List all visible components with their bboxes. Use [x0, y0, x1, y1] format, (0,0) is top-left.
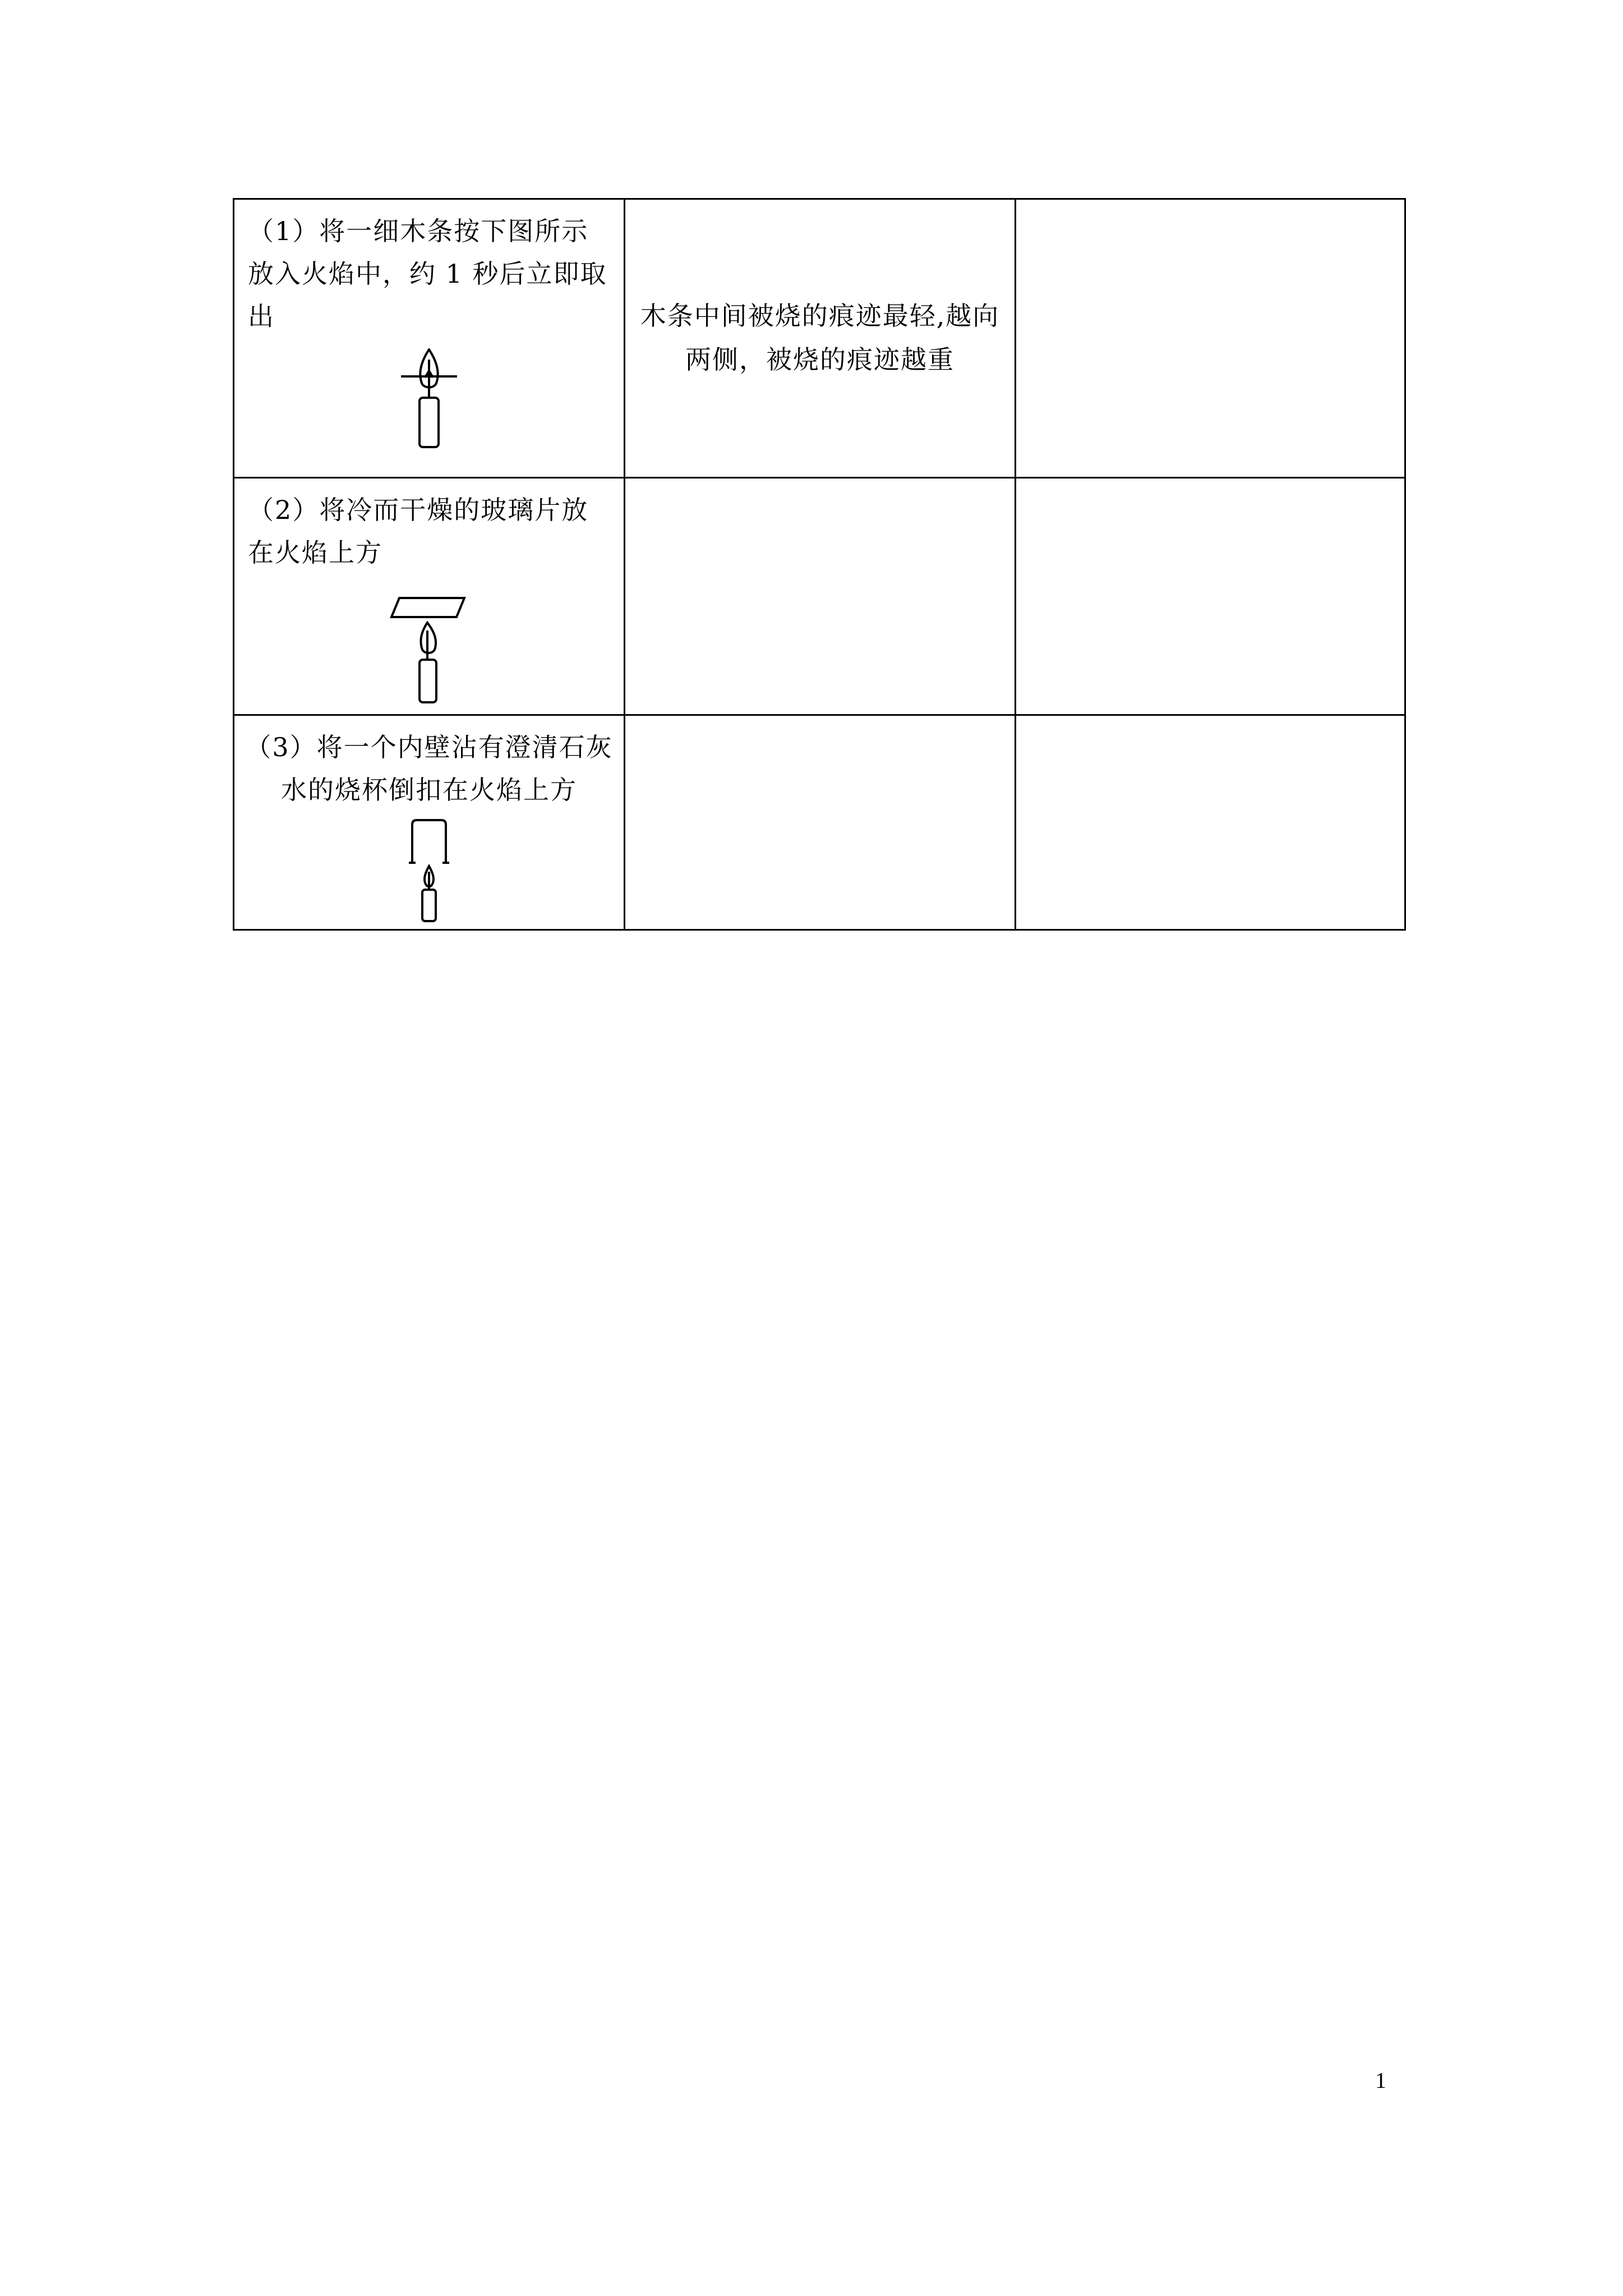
observation-cell: [625, 715, 1016, 930]
table-row: [234, 478, 1405, 715]
observation-cell: [625, 199, 1016, 478]
operation-cell: [234, 199, 625, 478]
table-row: [234, 199, 1405, 478]
operation-text: （2）将冷而干燥的玻璃片放在火焰上方: [248, 495, 589, 568]
operation-cell: [234, 715, 625, 930]
candle-with-glass-plate-icon: [387, 593, 471, 706]
page-number: 1: [1375, 2068, 1386, 2093]
operation-text: （1）将一细木条按下图所示放入火焰中，约 1 秒后立即取出: [248, 216, 607, 332]
observation-text: 木条中间被烧的痕迹最轻,越向两侧，被烧的痕迹越重: [640, 301, 1000, 375]
operation-text: （3）将一个内壁沾有澄清石灰水的烧杯倒扣在火焰上方: [245, 732, 613, 805]
conclusion-cell: [1016, 478, 1405, 715]
candle-with-inverted-beaker-icon: [401, 817, 457, 923]
observation-cell: [625, 478, 1016, 715]
conclusion-cell: [1016, 199, 1405, 478]
table-row: [234, 715, 1405, 930]
operation-cell: [234, 478, 625, 715]
conclusion-cell: [1016, 715, 1405, 930]
experiment-table: [233, 198, 1406, 931]
